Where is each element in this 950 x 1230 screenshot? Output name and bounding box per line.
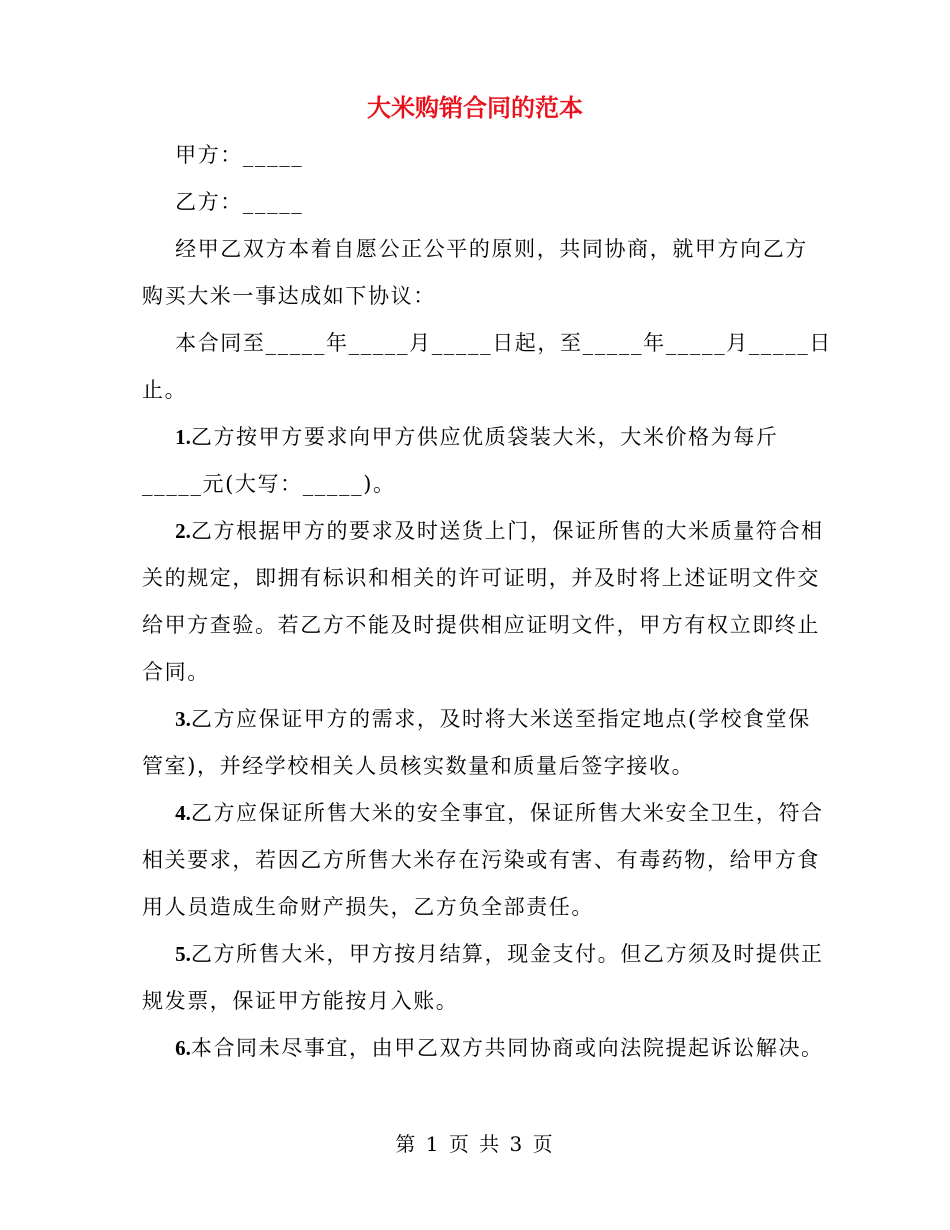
clause-6-line-1: 6.本合同未尽事宜，由甲乙双方共同协商或向法院提起诉讼解决。 xyxy=(175,1036,824,1060)
clause-number: 2. xyxy=(175,519,191,543)
clause-number: 6. xyxy=(175,1036,191,1060)
intro-line-2: 购买大米一事达成如下协议： xyxy=(142,284,436,308)
party-a-line: 甲方：_____ xyxy=(142,143,304,167)
clause-3-line-1: 3.乙方应保证甲方的需求，及时将大米送至指定地点(学校食堂保 xyxy=(175,707,811,731)
clause-number: 1. xyxy=(175,425,191,449)
clause-4-line-1: 4.乙方应保证所售大米的安全事宜，保证所售大米安全卫生，符合 xyxy=(175,801,824,825)
clause-2-line-2: 关的规定，即拥有标识和相关的许可证明，并及时将上述证明文件交 xyxy=(142,566,820,590)
clause-5-line-2: 规发票，保证甲方能按月入账。 xyxy=(142,989,459,1013)
clause-number: 4. xyxy=(175,801,191,825)
clause-4-line-2: 相关要求，若因乙方所售大米存在污染或有害、有毒药物，给甲方食 xyxy=(142,848,820,872)
document-title: 大米购销合同的范本 xyxy=(367,93,583,122)
clause-2-line-1: 2.乙方根据甲方的要求及时送货上门，保证所售的大米质量符合相 xyxy=(175,519,824,543)
clause-number: 3. xyxy=(175,707,191,731)
clause-number: 5. xyxy=(175,942,191,966)
intro-line-1: 经甲乙双方本着自愿公正公平的原则，共同协商，就甲方向乙方 xyxy=(142,237,808,261)
page-footer: 第 1 页 共 3 页 xyxy=(395,1132,555,1156)
clause-2-line-4: 合同。 xyxy=(142,660,210,684)
clause-3-line-2: 管室)，并经学校相关人员核实数量和质量后签字接收。 xyxy=(142,754,695,778)
party-b-line: 乙方：_____ xyxy=(142,190,304,214)
clause-2-line-3: 给甲方查验。若乙方不能及时提供相应证明文件，甲方有权立即终止 xyxy=(142,613,820,637)
term-line-1: 本合同至_____年_____月_____日起，至_____年_____月_____日 xyxy=(142,331,832,355)
clause-5-line-1: 5.乙方所售大米，甲方按月结算，现金支付。但乙方须及时提供正 xyxy=(175,942,824,966)
clause-4-line-3: 用人员造成生命财产损失，乙方负全部责任。 xyxy=(142,895,594,919)
clause-1-line-2: _____元(大写：_____)。 xyxy=(142,472,396,496)
term-line-2: 止。 xyxy=(142,378,188,402)
clause-1-line-1: 1.乙方按甲方要求向甲方供应优质袋装大米，大米价格为每斤 xyxy=(175,425,779,449)
